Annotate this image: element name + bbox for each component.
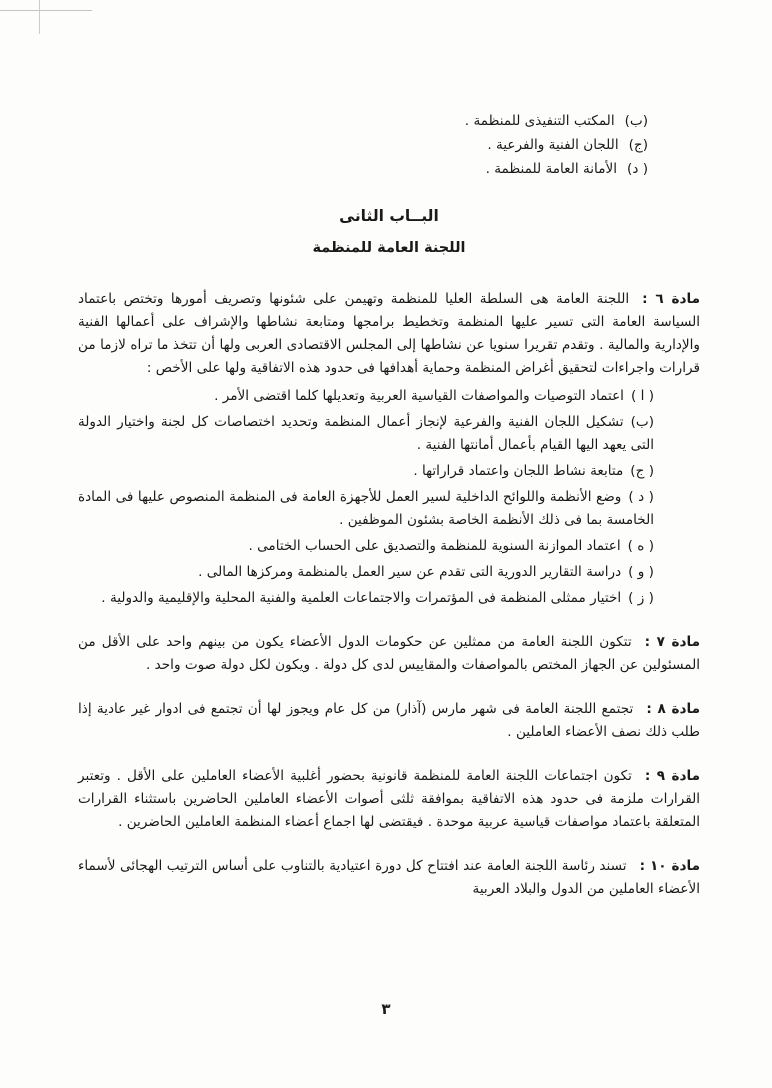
article-label: مادة ١٠ : xyxy=(639,858,700,874)
sub-item-marker: (ب) xyxy=(630,414,654,430)
organs-list xyxy=(78,110,700,181)
sub-item-text: اختيار ممثلى المنظمة فى المؤتمرات والاجتماعات العلمية والفنية المحلية والإقليمية والدولية . xyxy=(101,590,622,606)
sub-item-text: متابعة نشاط اللجان واعتماد قراراتها . xyxy=(413,463,624,479)
list-item-text: الأمانة العامة للمنظمة . xyxy=(485,161,618,177)
article-body xyxy=(78,288,700,380)
sub-item xyxy=(78,587,654,610)
sub-item-marker: ( ا ) xyxy=(630,388,654,404)
sub-item-marker: ( و ) xyxy=(628,564,654,580)
sub-item xyxy=(78,486,654,532)
article-9 xyxy=(78,765,700,834)
article-text: اللجنة العامة هى السلطة العليا للمنظمة وتهيمن على شئونها وتصريف أمورها وتختص باعتماد السياسة العامة التى تسير عليها المنظمة وتخطيط برامجها ومتابعة نشاطها والإشراف على أعمالها الفنية والإدارية والمالية . وتقدم تقريرا سنويا عن نشاطها إلى المجلس الاقتصادى العربى ولها أن تتخذ ما تراه لازما من قرارات واجراءات لتحقيق أغراض المنظمة وحماية أهدافها فى حدود هذه الاتفاقية ولها على الأخص : xyxy=(78,291,700,376)
article-text: تتكون اللجنة العامة من ممثلين عن حكومات الدول الأعضاء يكون من بينهم واحد على الأقل من المسئولين عن الجهاز المختص بالمواصفات والمقاييس لدى كل دولة . ويكون لكل دولة صوت واحد . xyxy=(78,634,700,673)
article-body xyxy=(78,765,700,834)
list-item xyxy=(78,158,648,181)
article-text: تكون اجتماعات اللجنة العامة للمنظمة قانونية بحضور أغلبية الأعضاء العاملين على الأقل . وتعتبر القرارات ملزمة فى حدود هذه الاتفاقية بموافقة ثلثى أصوات الأعضاء العاملين الحاضرين باستثناء القرارات المتعلقة باعتماد مواصفات قياسية عربية موحدة . فيقتضى لها اجماع أعضاء المنظمة العاملين الحاضرين . xyxy=(78,768,700,830)
sub-item xyxy=(78,411,654,457)
article-6 xyxy=(78,288,700,610)
sub-item-marker: ( ج) xyxy=(630,463,654,479)
list-item xyxy=(78,134,648,157)
sub-item xyxy=(78,535,654,558)
scan-artifact-top xyxy=(0,10,92,11)
article-8 xyxy=(78,698,700,744)
list-item xyxy=(78,110,648,133)
article-label: مادة ٩ : xyxy=(644,768,700,784)
sub-item-marker: ( د ) xyxy=(628,489,654,505)
article-10 xyxy=(78,855,700,901)
sub-item-marker: ( ز ) xyxy=(628,590,654,606)
sub-item-text: تشكيل اللجان الفنية والفرعية لإنجاز أعمال المنظمة وتحديد اختصاصات كل لجنة واختيار الدولة التى يعهد اليها القيام بأعمال أمانتها الفنية . xyxy=(78,414,654,453)
article-text: تسند رئاسة اللجنة العامة عند افتتاح كل دورة اعتيادية بالتناوب على أساس الترتيب الهجائى لأسماء الأعضاء العاملين من الدول والبلاد العربية xyxy=(78,858,700,897)
sub-item xyxy=(78,561,654,584)
page-content xyxy=(78,110,700,922)
page-number: ٣ xyxy=(381,1000,391,1018)
article-6-subitems xyxy=(78,385,700,610)
list-item-text: المكتب التنفيذى للمنظمة . xyxy=(464,113,615,129)
sub-item-text: اعتماد الموازنة السنوية للمنظمة والتصديق على الحساب الختامى . xyxy=(248,538,621,554)
list-item-marker: (ج) xyxy=(628,137,648,153)
sub-item xyxy=(78,385,654,408)
list-item-text: اللجان الفنية والفرعية . xyxy=(487,137,619,153)
sub-item-marker: ( ه ) xyxy=(627,538,654,554)
sub-item-text: دراسة التقارير الدورية التى تقدم عن سير العمل بالمنظمة ومركزها المالى . xyxy=(198,564,622,580)
chapter-subtitle: اللجنة العامة للمنظمة xyxy=(312,240,466,256)
article-body xyxy=(78,855,700,901)
article-text: تجتمع اللجنة العامة فى شهر مارس (آذار) من كل عام ويجوز لها أن تجتمع فى ادوار غير عادية إذا طلب ذلك نصف الأعضاء العاملين . xyxy=(78,701,700,740)
scan-artifact-left xyxy=(39,0,40,34)
article-body xyxy=(78,698,700,744)
article-label: مادة ٧ : xyxy=(644,634,700,650)
sub-item-text: وضع الأنظمة واللوائح الداخلية لسير العمل للأجهزة العامة فى المنظمة المنصوص عليها فى المادة الخامسة بما فى ذلك الأنظمة الخاصة بشئون الموظفين . xyxy=(78,489,654,528)
article-body xyxy=(78,631,700,677)
section-heading xyxy=(78,205,700,260)
sub-item xyxy=(78,460,654,483)
article-label: مادة ٦ : xyxy=(642,291,700,307)
chapter-title: البــاب الثانى xyxy=(339,207,439,225)
sub-item-text: اعتماد التوصيات والمواصفات القياسية العربية وتعديلها كلما اقتضى الأمر . xyxy=(214,388,624,404)
article-7 xyxy=(78,631,700,677)
article-label: مادة ٨ : xyxy=(646,701,701,717)
list-item-marker: ( د) xyxy=(627,161,648,177)
list-item-marker: (ب) xyxy=(624,113,648,129)
